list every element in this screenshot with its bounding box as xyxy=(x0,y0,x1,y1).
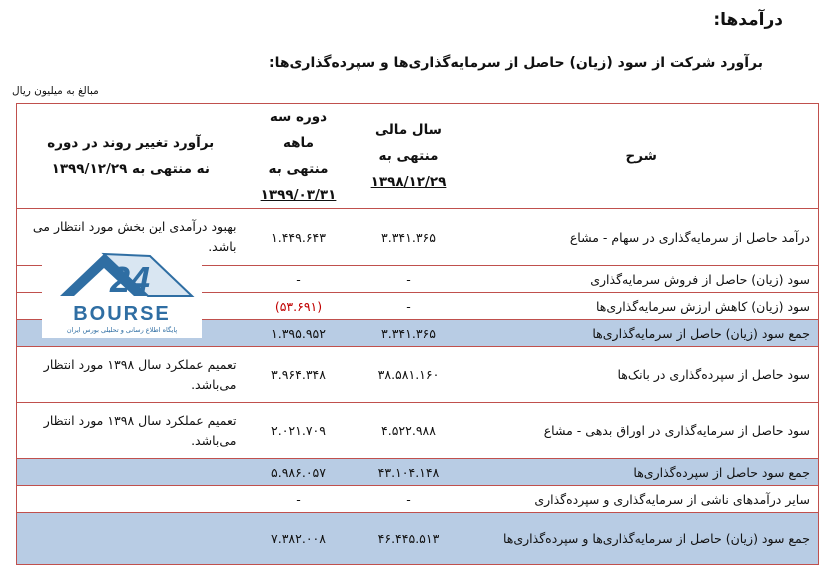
row-description: جمع سود (زیان) حاصل از سرمایه‌گذاری‌ها و سپرده‌گذاری‌ها xyxy=(465,513,819,565)
header-trend-line2: نه منتهی به ۱۳۹۹/۱۲/۲۹ xyxy=(51,161,210,177)
header-q-date: ۱۳۹۹/۰۳/۳۱ xyxy=(260,187,337,203)
row-quarter-value: ۲.۰۲۱.۷۰۹ xyxy=(245,403,353,459)
header-fy-line1: سال مالی xyxy=(375,122,442,138)
header-quarter xyxy=(245,104,353,209)
row-description: سود (زیان) حاصل از فروش سرمایه‌گذاری xyxy=(465,266,819,293)
row-fiscal-value: - xyxy=(353,486,465,513)
row-trend-note xyxy=(17,459,245,486)
row-quarter-value: - xyxy=(245,266,353,293)
row-fiscal-value: ۳.۳۴۱.۳۶۵ xyxy=(353,209,465,266)
units-note: مبالغ به میلیون ریال xyxy=(12,85,99,97)
row-trend-note xyxy=(17,513,245,565)
table-row xyxy=(17,486,819,513)
header-trend-estimate xyxy=(17,104,245,209)
header-row xyxy=(17,104,819,209)
table-total-row xyxy=(17,459,819,486)
table-total-row xyxy=(17,513,819,565)
row-description: جمع سود (زیان) حاصل از سرمایه‌گذاری‌ها xyxy=(465,320,819,347)
table-row xyxy=(17,403,819,459)
row-quarter-value: ۵.۹۸۶.۰۵۷ xyxy=(245,459,353,486)
header-q-line1: دوره سه ماهه xyxy=(269,109,328,151)
row-quarter-value: ۳.۹۶۴.۳۴۸ xyxy=(245,347,353,403)
row-quarter-value: ۷.۳۸۲.۰۰۸ xyxy=(245,513,353,565)
row-description: سود حاصل از سرمایه‌گذاری در اوراق بدهی - مشاع xyxy=(465,403,819,459)
row-description: سود حاصل از سپرده‌گذاری در بانک‌ها xyxy=(465,347,819,403)
row-trend-note: تعمیم عملکرد سال ۱۳۹۸ مورد انتظار می‌باشد. xyxy=(17,347,245,403)
bourse24-logo xyxy=(42,238,202,338)
row-trend-note: بهبود درآمدی این بخش مورد انتظار می باشد. xyxy=(17,209,245,266)
header-q-line2: منتهی به xyxy=(268,161,329,177)
header-trend-line1: برآورد تغییر روند در دوره xyxy=(47,135,215,151)
row-quarter-value: (۵۳.۶۹۱) xyxy=(245,293,353,320)
section-subtitle: برآورد شرکت از سود (زیان) حاصل از سرمایه‌گذاری‌ها و سپرده‌گذاری‌ها: xyxy=(268,55,763,71)
logo-number: 24 xyxy=(109,259,151,300)
row-fiscal-value: ۳۸.۵۸۱.۱۶۰ xyxy=(353,347,465,403)
row-fiscal-value: ۴.۵۲۲.۹۸۸ xyxy=(353,403,465,459)
logo-wordmark: BOURSE xyxy=(73,303,171,325)
row-fiscal-value: - xyxy=(353,293,465,320)
header-fy-line2: منتهی به xyxy=(378,148,439,164)
row-quarter-value: ۱.۳۹۵.۹۵۲ xyxy=(245,320,353,347)
row-description: درآمد حاصل از سرمایه‌گذاری در سهام - مشاع xyxy=(465,209,819,266)
row-fiscal-value: ۴۶.۴۴۵.۵۱۳ xyxy=(353,513,465,565)
table-row xyxy=(17,347,819,403)
row-fiscal-value: ۴۳.۱۰۴.۱۴۸ xyxy=(353,459,465,486)
section-title: درآمدها: xyxy=(713,10,783,30)
header-fy-date: ۱۳۹۸/۱۲/۲۹ xyxy=(370,174,447,190)
row-quarter-value: - xyxy=(245,486,353,513)
logo-tagline: پایگاه اطلاع رسانی و تحلیلی بورس ایران xyxy=(66,326,178,334)
row-trend-note: تعمیم عملکرد سال ۱۳۹۸ مورد انتظار می‌باشد. xyxy=(17,403,245,459)
header-fiscal-year xyxy=(353,104,465,209)
row-description: سود (زیان) کاهش ارزش سرمایه‌گذاری‌ها xyxy=(465,293,819,320)
row-quarter-value: ۱.۴۴۹.۶۴۳ xyxy=(245,209,353,266)
row-description: سایر درآمدهای ناشی از سرمایه‌گذاری و سپرده‌گذاری xyxy=(465,486,819,513)
row-trend-note xyxy=(17,486,245,513)
row-description: جمع سود حاصل از سپرده‌گذاری‌ها xyxy=(465,459,819,486)
row-fiscal-value: ۳.۳۴۱.۳۶۵ xyxy=(353,320,465,347)
row-fiscal-value: - xyxy=(353,266,465,293)
header-description: شرح xyxy=(465,104,819,209)
